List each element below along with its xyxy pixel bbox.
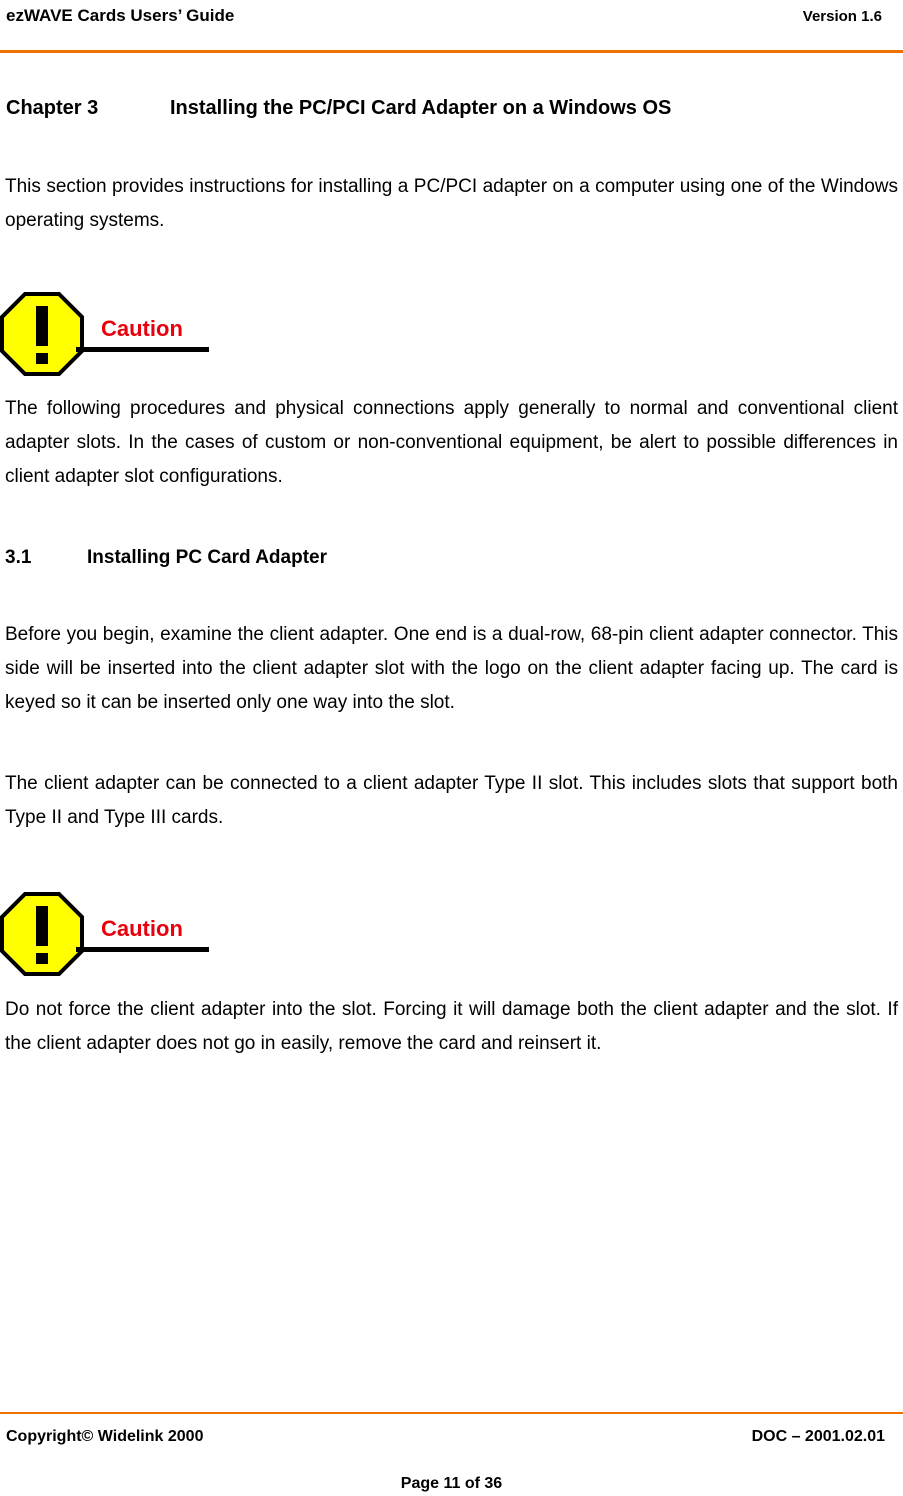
header-divider xyxy=(0,50,903,53)
caution-label: Caution xyxy=(101,916,183,941)
warning-exclamation-icon xyxy=(0,292,84,376)
chapter-number: Chapter 3 xyxy=(6,97,99,119)
caution-1-text: The following procedures and physical connections apply generally to normal and conventional client adapter slots. In the cases of custom or non-conventional equipment, be alert to possible differences in client adapter slot configurations. xyxy=(5,398,898,487)
intro-paragraph: This section provides instructions for installing a PC/PCI adapter on a computer using one of the Windows operating systems. xyxy=(5,176,898,231)
section-paragraph-2: The client adapter can be connected to a client adapter Type II slot. This includes slots that support both Type II and Type III cards. xyxy=(5,773,898,828)
caution-label: Caution xyxy=(101,316,183,341)
section-number: 3.1 xyxy=(5,547,32,568)
chapter-title: Installing the PC/PCI Card Adapter on a Windows OS xyxy=(170,97,672,119)
caution-2-text: Do not force the client adapter into the slot. Forcing it will damage both the client adapter and the slot. If the client adapter does not go in easily, remove the card and reinsert it. xyxy=(5,999,898,1054)
section-heading xyxy=(5,547,327,569)
caution-underline xyxy=(76,347,209,352)
document-title: ezWAVE Cards Users’ Guide xyxy=(6,6,235,25)
caution-callout-2 xyxy=(0,892,210,976)
footer-copyright: Copyright© Widelink 2000 xyxy=(6,1428,204,1445)
footer-divider xyxy=(0,1412,903,1414)
caution-callout-1 xyxy=(0,292,210,376)
chapter-heading xyxy=(6,97,671,120)
page-number: Page 11 of 36 xyxy=(400,1475,503,1492)
footer-doc-id: DOC – 2001.02.01 xyxy=(751,1428,885,1445)
section-paragraph-1: Before you begin, examine the client adapter. One end is a dual-row, 68-pin client adapter connector. This side will be inserted into the client adapter slot with the logo on the client adapter facing up. The card is keyed so it can be inserted only one way into the slot. xyxy=(5,624,898,713)
section-title: Installing PC Card Adapter xyxy=(87,547,327,568)
document-version: Version 1.6 xyxy=(802,8,882,25)
warning-exclamation-icon xyxy=(0,892,84,976)
caution-underline xyxy=(76,947,209,952)
